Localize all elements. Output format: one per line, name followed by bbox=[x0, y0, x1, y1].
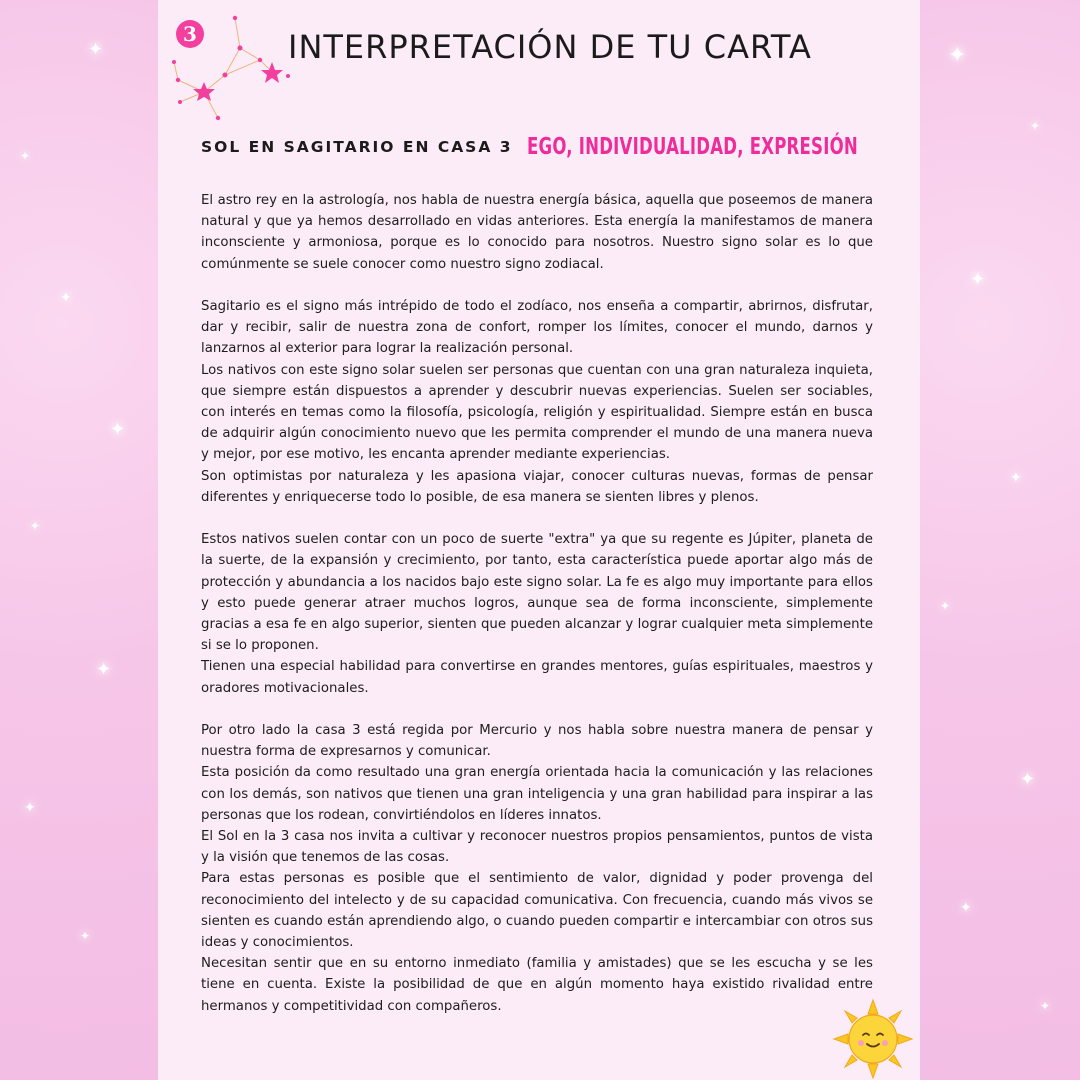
sparkle-icon: ✦ bbox=[1010, 469, 1022, 485]
sparkle-icon: ✦ bbox=[960, 899, 972, 915]
sparkle-icon: ✦ bbox=[970, 269, 986, 289]
smiling-sun-icon bbox=[832, 998, 914, 1080]
paragraph-gap bbox=[201, 275, 873, 296]
section-keywords: EGO, INDIVIDUALIDAD, EXPRESIÓN bbox=[526, 134, 858, 160]
paragraph: Son optimistas por naturaleza y les apasiona viajar, conocer culturas nuevas, formas de pensar diferentes y enriquecerse todo lo posible, de esa manera se sienten libres y plenos. bbox=[201, 468, 873, 505]
paragraph: El astro rey en la astrología, nos habla de nuestra energía básica, aquella que poseemos de manera natural y que ya hemos desarrollado en vidas anteriores. Esta energía la manifestamos de manera inconsciente y armoniosa, porque es lo conocido para nosotros. Nuestro signo solar es lo que comúnmente se suele conocer como nuestro signo zodiacal. bbox=[201, 193, 873, 272]
paragraph: Para estas personas es posible que el sentimiento de valor, dignidad y poder provenga del reconocimiento del intelecto y de su capacidad comunicativa. Con frecuencia, cuando más vivos se sienten es cuando están aprendiendo algo, o cuando pueden compartir e intercambiar con otros sus ideas y conocimientos. bbox=[201, 871, 873, 951]
sparkle-icon: ✦ bbox=[30, 519, 41, 533]
sparkle-icon: ✦ bbox=[940, 599, 951, 613]
background-right-panel bbox=[920, 0, 1080, 1080]
paragraph: Estos nativos suelen contar con un poco de suerte "extra" ya que su regente es Júpiter, planeta de la suerte, de la expansión y crecimiento, por tanto, esta característica puede aportar algo más de protección y abundancia a los nacidos bajo este signo solar. La fe es algo muy importante para ellos y esto puede generar atraer muchos logros, aunque sea de forma inconsciente, simplemente gracias a esa fe en algo superior, sienten que pueden alcanzar y lograr cualquier meta simplemente si se lo proponen. bbox=[201, 532, 873, 654]
sparkle-icon: ✦ bbox=[96, 659, 112, 679]
sparkle-icon: ✦ bbox=[80, 929, 91, 943]
sparkle-icon: ✦ bbox=[1040, 999, 1051, 1013]
paragraph: Necesitan sentir que en su entorno inmediato (familia y amistades) que se les escucha y se les tiene en cuenta. Existe la posibilidad de que en algún momento haya existido rivalidad entre hermanos y competitividad con compañeros. bbox=[201, 956, 873, 1014]
paragraph: Esta posición da como resultado una gran energía orientada hacia la comunicación y las relaciones con los demás, son nativos que tienen una gran inteligencia y una gran habilidad para inspirar a las personas que los rodean, convirtiéndolos en líderes innatos. bbox=[201, 765, 873, 823]
sparkle-icon: ✦ bbox=[948, 42, 967, 67]
paragraph: Sagitario es el signo más intrépido de todo el zodíaco, nos enseña a compartir, abrirnos, disfrutar, dar y recibir, salir de nuestra zona de confort, romper los límites, conocer el mundo, darnos y lanzarnos al exterior para lograr la realización personal. bbox=[201, 299, 873, 357]
paragraph-gap bbox=[201, 699, 873, 720]
paragraph: El Sol en la 3 casa nos invita a cultivar y reconocer nuestros propios pensamientos, puntos de vista y la visión que tenemos de las cosas. bbox=[201, 829, 873, 866]
sparkle-icon: ✦ bbox=[1030, 119, 1041, 133]
sparkle-icon: ✦ bbox=[110, 419, 126, 439]
section-header bbox=[201, 134, 986, 160]
sparkle-icon: ✦ bbox=[24, 799, 36, 815]
page-number-badge: 3 bbox=[176, 20, 204, 48]
paragraph-gap bbox=[201, 508, 873, 529]
section-heading: SOL EN SAGITARIO EN CASA 3 bbox=[201, 138, 513, 156]
sparkle-icon: ✦ bbox=[1020, 769, 1036, 789]
sparkle-icon: ✦ bbox=[88, 39, 104, 59]
paragraph: Tienen una especial habilidad para convertirse en grandes mentores, guías espirituales, maestros y oradores motivacionales. bbox=[201, 659, 873, 696]
paragraph: Los nativos con este signo solar suelen ser personas que cuentan con una gran naturaleza inquieta, que siempre están dispuestos a aprender y descubrir nuevas experiencias. Suelen ser sociables, con interés en temas como la filosofía, psicología, religión y espiritualidad. Siempre están en busca de adquirir algún conocimiento nuevo que les permita comprender el mundo de una manera nueva y mejor, por ese motivo, les encanta aprender mediante experiencias. bbox=[201, 362, 873, 463]
sparkle-icon: ✦ bbox=[60, 289, 72, 305]
sparkle-icon: ✦ bbox=[20, 149, 31, 163]
interpretation-text bbox=[201, 190, 873, 1017]
paragraph: Por otro lado la casa 3 está regida por Mercurio y nos habla sobre nuestra manera de pensar y nuestra forma de expresarnos y comunicar. bbox=[201, 723, 873, 760]
page-title: INTERPRETACIÓN DE TU CARTA bbox=[288, 28, 812, 66]
